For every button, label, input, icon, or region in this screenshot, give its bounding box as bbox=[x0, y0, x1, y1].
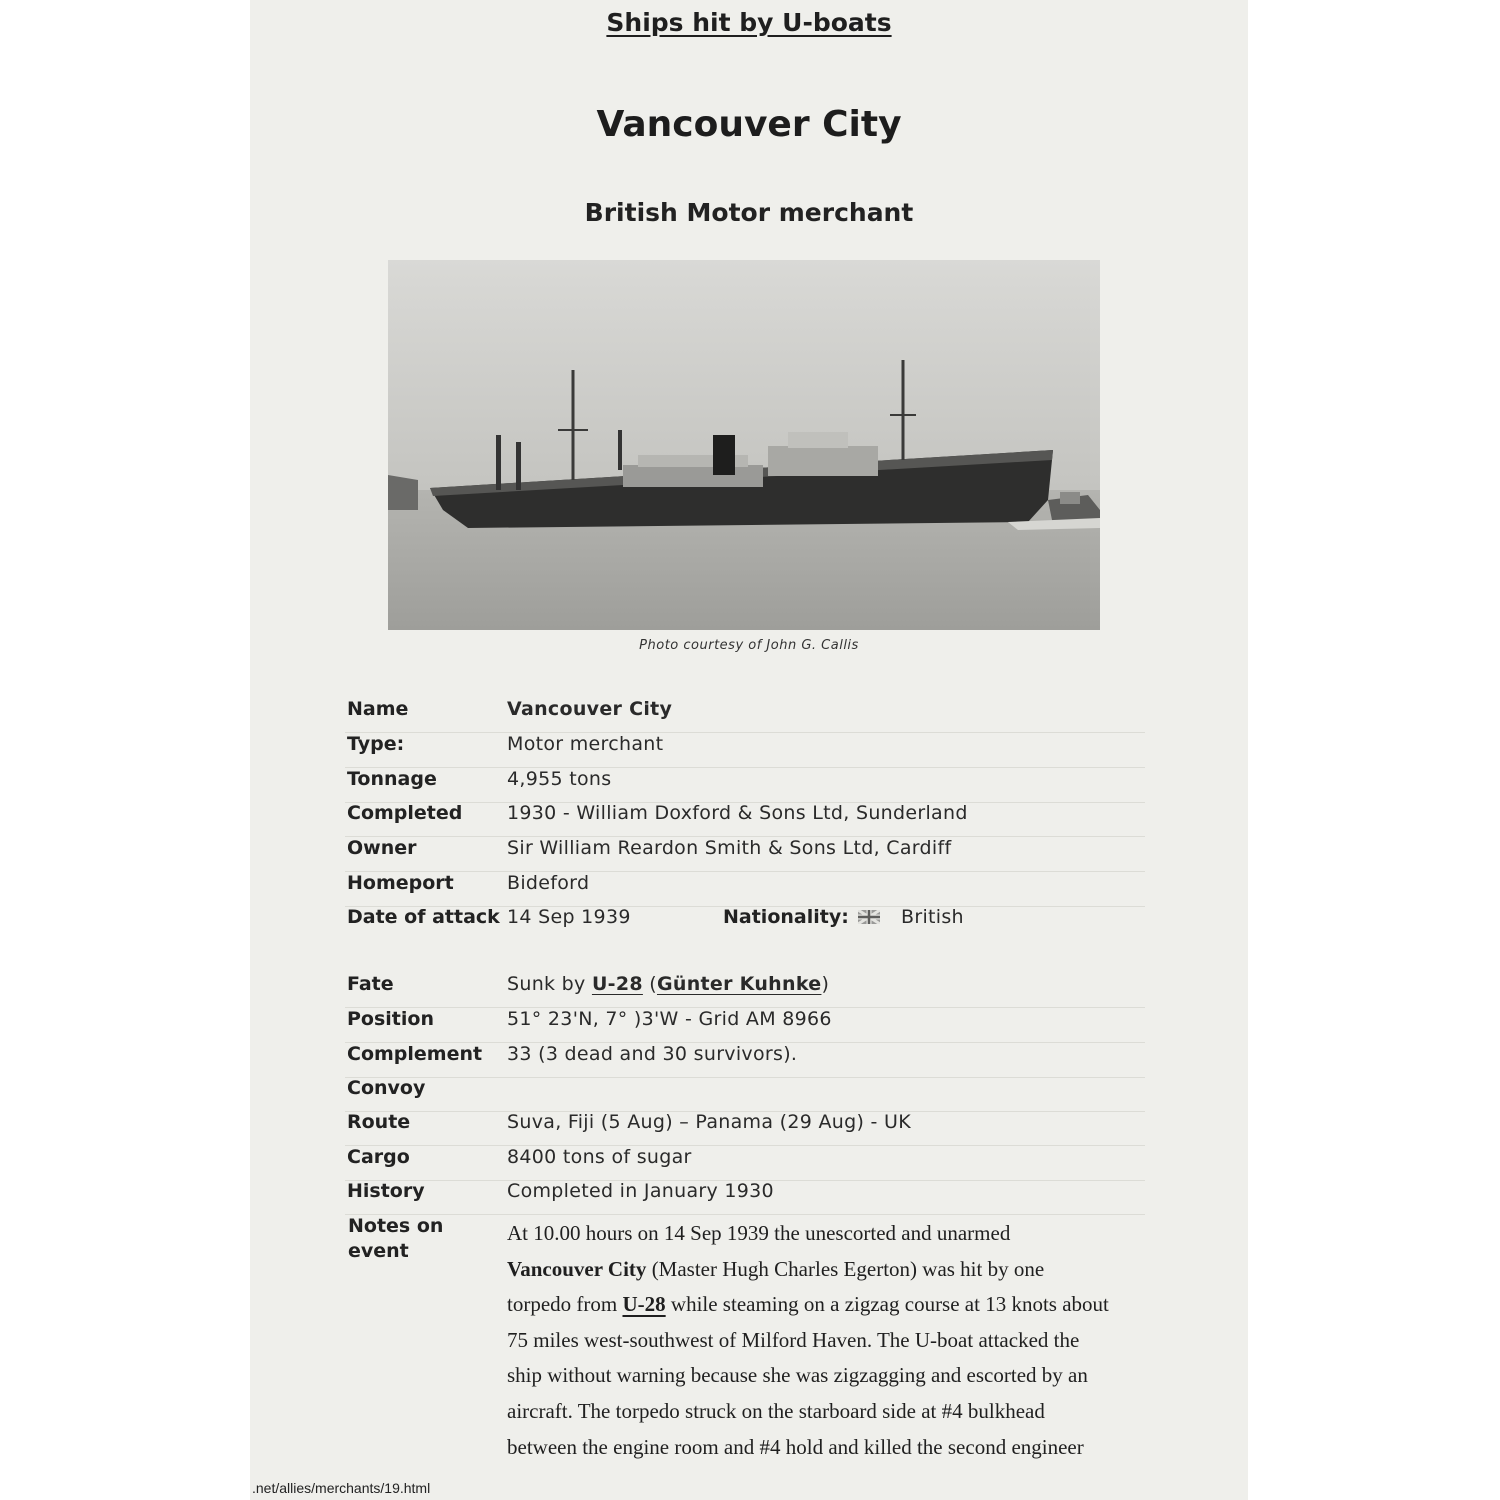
notes-label: Notes on event bbox=[348, 1215, 444, 1262]
notes-line: At 10.00 hours on 14 Sep 1939 the unescorted and unarmed bbox=[507, 1221, 1011, 1245]
row-fate bbox=[345, 973, 1145, 1008]
notes-line: between the engine room and #4 hold and killed the second engineer bbox=[507, 1434, 1084, 1459]
row-tonnage bbox=[345, 768, 1145, 803]
notes-on-event bbox=[507, 1216, 1157, 1465]
homeport-label: Homeport bbox=[347, 872, 454, 894]
notes-text: while steaming on a zigzag course at 13 knots about bbox=[665, 1292, 1109, 1317]
fate-open-paren: ( bbox=[642, 973, 657, 995]
notes-text: (Master Hugh Charles Egerton) was hit by one bbox=[646, 1256, 1045, 1281]
notes-uboat-link[interactable]: U-28 bbox=[622, 1292, 666, 1317]
row-completed bbox=[345, 802, 1145, 837]
notes-line bbox=[507, 1287, 1157, 1323]
name-value: Vancouver City bbox=[507, 698, 673, 720]
tonnage-label: Tonnage bbox=[347, 768, 437, 790]
printed-page bbox=[250, 0, 1248, 1500]
history-label: History bbox=[347, 1180, 425, 1202]
type-value: Motor merchant bbox=[507, 733, 664, 755]
owner-value: Sir William Reardon Smith & Sons Ltd, Cardiff bbox=[507, 837, 952, 859]
ship-photo-image bbox=[388, 260, 1100, 630]
cargo-value: 8400 tons of sugar bbox=[507, 1146, 692, 1168]
notes-ship-name: Vancouver City bbox=[507, 1256, 647, 1281]
nationality-value: British bbox=[901, 906, 964, 928]
route-value: Suva, Fiji (5 Aug) – Panama (29 Aug) - UK bbox=[507, 1111, 911, 1133]
commander-link[interactable]: Günter Kuhnke bbox=[656, 973, 822, 995]
notes-line: 75 miles west-southwest of Milford Haven. The U-boat attacked the bbox=[507, 1327, 1080, 1352]
row-homeport bbox=[345, 872, 1145, 907]
fate-close-paren: ) bbox=[821, 973, 830, 995]
uboat-link[interactable]: U-28 bbox=[591, 973, 643, 995]
uk-flag-icon bbox=[858, 910, 880, 924]
row-complement bbox=[345, 1043, 1145, 1078]
row-name bbox=[345, 698, 1145, 733]
nationality-label: Nationality: bbox=[723, 906, 849, 928]
ship-subtitle: British Motor merchant bbox=[584, 198, 914, 227]
ship-photo bbox=[388, 260, 1100, 630]
tonnage-value: 4,955 tons bbox=[507, 768, 612, 790]
name-label: Name bbox=[347, 698, 409, 720]
row-convoy bbox=[345, 1077, 1145, 1112]
completed-value: 1930 - William Doxford & Sons Ltd, Sunderland bbox=[507, 802, 968, 824]
ship-name-heading: Vancouver City bbox=[596, 104, 902, 145]
owner-label: Owner bbox=[347, 837, 417, 859]
site-title-text[interactable]: Ships hit by U-boats bbox=[606, 8, 892, 37]
homeport-value: Bideford bbox=[507, 872, 590, 894]
completed-label: Completed bbox=[347, 802, 463, 824]
row-type bbox=[345, 733, 1145, 768]
route-label: Route bbox=[347, 1111, 411, 1133]
notes-line: aircraft. The torpedo struck on the starboard side at #4 bulkhead bbox=[507, 1398, 1045, 1423]
history-value: Completed in January 1930 bbox=[507, 1180, 774, 1202]
row-cargo bbox=[345, 1146, 1145, 1181]
row-route bbox=[345, 1111, 1145, 1146]
complement-label: Complement bbox=[347, 1043, 483, 1065]
row-date-of-attack bbox=[345, 906, 1145, 940]
position-value: 51° 23'N, 7° )3'W - Grid AM 8966 bbox=[507, 1008, 832, 1030]
complement-value: 33 (3 dead and 30 survivors). bbox=[507, 1043, 798, 1065]
photo-caption: Photo courtesy of John G. Callis bbox=[639, 638, 859, 653]
footer-url: .net/allies/merchants/19.html bbox=[252, 1480, 431, 1496]
position-label: Position bbox=[347, 1008, 434, 1030]
type-label: Type: bbox=[347, 733, 405, 755]
row-owner bbox=[345, 837, 1145, 872]
fate-prefix: Sunk by bbox=[507, 973, 592, 995]
notes-line bbox=[507, 1252, 1157, 1288]
row-position bbox=[345, 1008, 1145, 1043]
site-title bbox=[250, 8, 1248, 37]
cargo-label: Cargo bbox=[347, 1146, 410, 1168]
date-label: Date of attack bbox=[347, 906, 500, 928]
convoy-label: Convoy bbox=[347, 1077, 426, 1099]
fate-label: Fate bbox=[347, 973, 394, 995]
notes-line: ship without warning because she was zigzagging and escorted by an bbox=[507, 1363, 1088, 1388]
fate-value bbox=[507, 973, 829, 995]
row-history bbox=[345, 1180, 1145, 1215]
notes-text: torpedo from bbox=[507, 1292, 623, 1317]
date-value: 14 Sep 1939 bbox=[507, 906, 631, 928]
